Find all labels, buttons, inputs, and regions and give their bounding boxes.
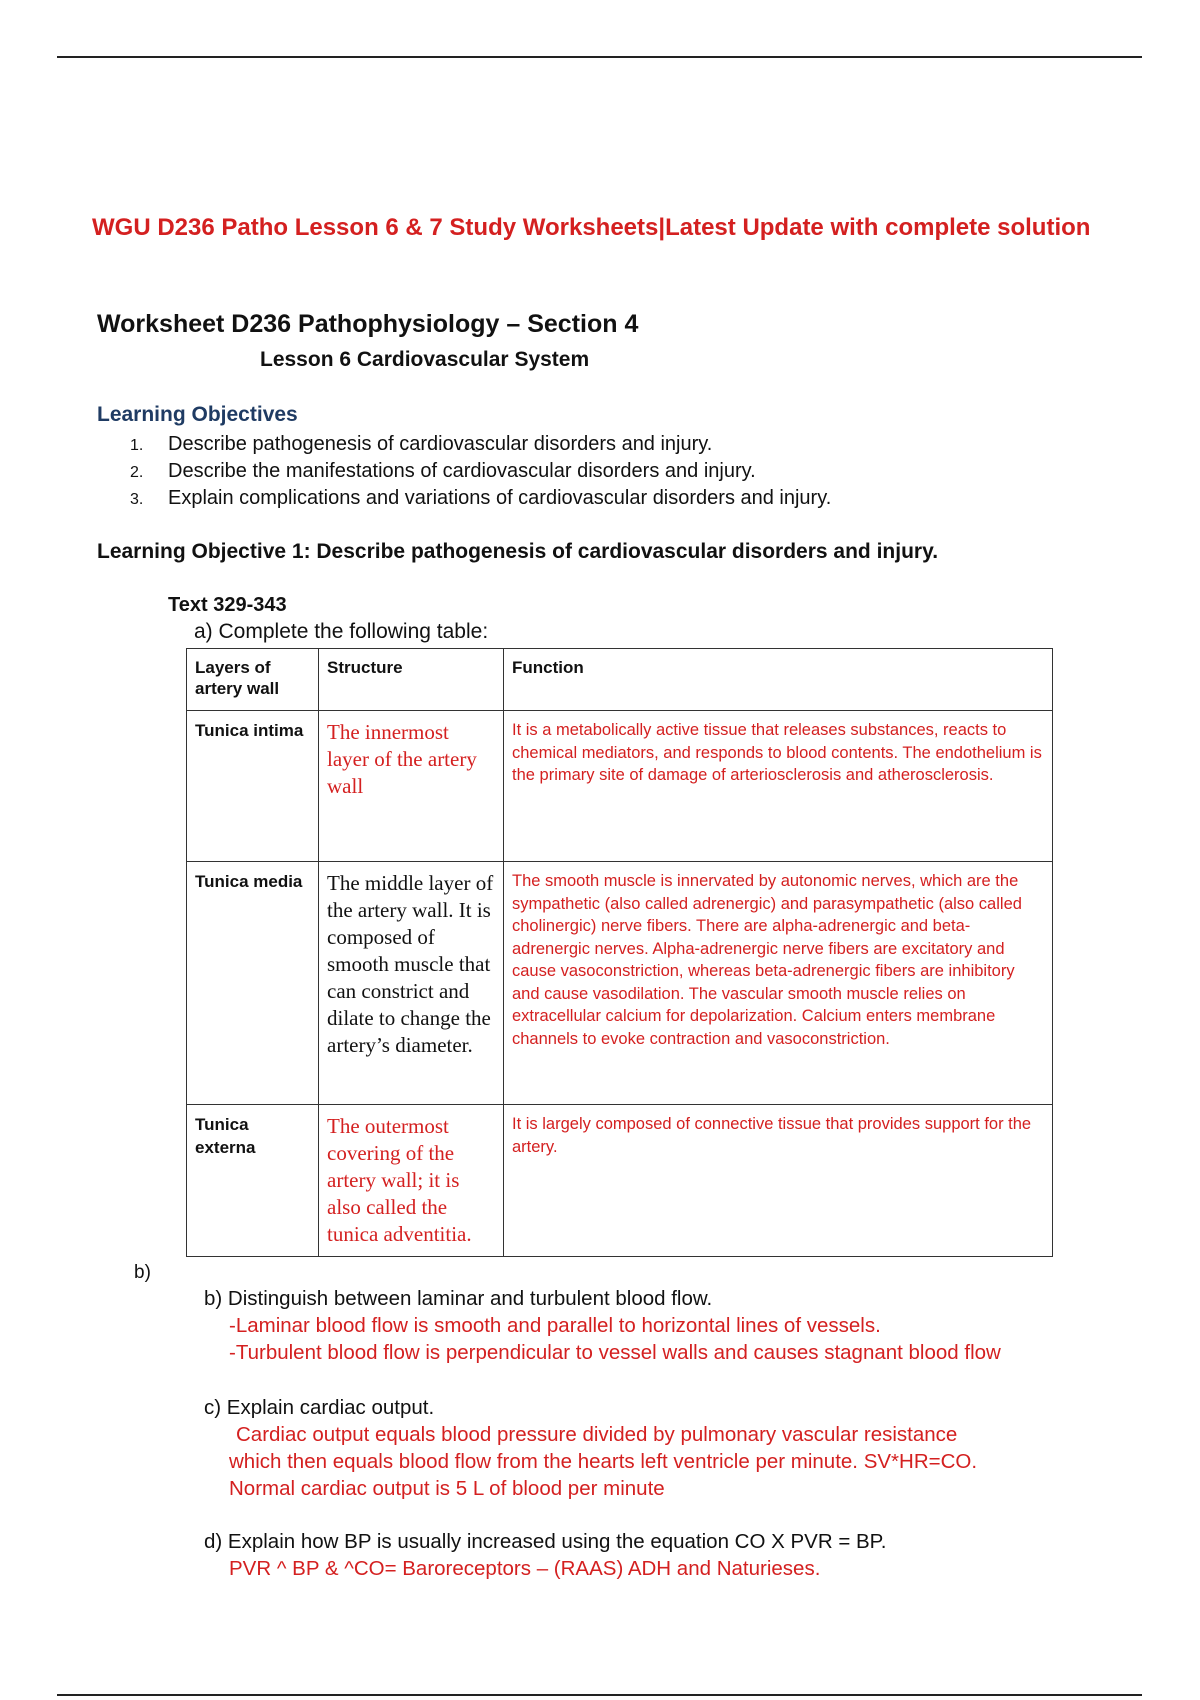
answer-d-line: PVR ^ BP & ^CO= Baroreceptors – (RAAS) ADH and Naturieses. — [229, 1557, 821, 1580]
structure-cell: The middle layer of the artery wall. It is composed of smooth muscle that can constrict and dilate to change the artery’s diameter. — [319, 862, 504, 1105]
objective-text: Describe the manifestations of cardiovascular disorders and injury. — [168, 460, 756, 482]
function-cell: The smooth muscle is innervated by autonomic nerves, which are the sympathetic (also called adrenergic) and parasympathetic (also called cholinergic) nerve fibers. There are alpha-adrenergic and beta-adrenergic nerves. Alpha-adrenergic nerve fibers are excitatory and cause vasoconstriction, whereas beta-adrenergic fibers are inhibitory and cause vasodilation. The vascular smooth muscle relies on extracellular calcium for depolarization. Calcium enters membrane channels to evoke contraction and vasoconstriction. — [504, 862, 1053, 1105]
header-layers: Layers of artery wall — [187, 649, 319, 711]
objective-item — [130, 458, 831, 485]
worksheet-title: Worksheet D236 Pathophysiology – Section 4 — [97, 310, 639, 338]
table-header-row — [187, 649, 1053, 711]
answer-b-line: -Laminar blood flow is smooth and parallel to horizontal lines of vessels. — [229, 1314, 881, 1337]
objective-1-heading: Learning Objective 1: Describe pathogenesis of cardiovascular disorders and injury. — [97, 540, 939, 563]
question-d: d) Explain how BP is usually increased using the equation CO X PVR = BP. — [204, 1530, 887, 1553]
objective-item — [130, 485, 831, 512]
structure-cell: The innermost layer of the artery wall — [319, 711, 504, 862]
function-cell: It is largely composed of connective tissue that provides support for the artery. — [504, 1105, 1053, 1257]
header-function: Function — [504, 649, 1053, 711]
objective-number: 3. — [130, 491, 144, 508]
b-marker: b) — [134, 1262, 151, 1283]
answer-c-line: Normal cardiac output is 5 L of blood per minute — [229, 1477, 665, 1500]
question-b: b) Distinguish between laminar and turbulent blood flow. — [204, 1287, 713, 1310]
artery-wall-table — [186, 648, 1053, 1257]
top-rule — [57, 56, 1142, 58]
answer-b-line: -Turbulent blood flow is perpendicular to vessel walls and causes stagnant blood flow — [229, 1341, 1001, 1364]
text-reference: Text 329-343 — [168, 594, 287, 616]
objective-text: Explain complications and variations of cardiovascular disorders and injury. — [168, 487, 832, 509]
table-instruction: a) Complete the following table: — [194, 620, 489, 643]
layer-cell: Tunica intima — [187, 711, 319, 862]
answer-c-line: which then equals blood flow from the hearts left ventricle per minute. SV*HR=CO. — [229, 1450, 978, 1473]
function-cell: It is a metabolically active tissue that releases substances, reacts to chemical mediators, and responds to blood contents. The endothelium is the primary site of damage of arteriosclerosis and atherosclerosis. — [504, 711, 1053, 862]
layer-cell: Tunica externa — [187, 1105, 319, 1257]
bottom-rule — [57, 1694, 1142, 1696]
layer-cell: Tunica media — [187, 862, 319, 1105]
objective-text: Describe pathogenesis of cardiovascular disorders and injury. — [168, 433, 713, 455]
structure-cell: The outermost covering of the artery wall; it is also called the tunica adventitia. — [319, 1105, 504, 1257]
objective-number: 1. — [130, 437, 144, 454]
objective-number: 2. — [130, 464, 144, 481]
objective-item — [130, 431, 831, 458]
question-c: c) Explain cardiac output. — [204, 1396, 435, 1419]
learning-objectives-list — [130, 431, 831, 512]
learning-objectives-heading: Learning Objectives — [97, 403, 298, 426]
table-row — [187, 1105, 1053, 1257]
lesson-title: Lesson 6 Cardiovascular System — [260, 348, 590, 371]
header-structure: Structure — [319, 649, 504, 711]
document-title: WGU D236 Patho Lesson 6 & 7 Study Worksheets|Latest Update with complete solution — [92, 214, 1091, 241]
table-row — [187, 862, 1053, 1105]
answer-c-line: Cardiac output equals blood pressure divided by pulmonary vascular resistance — [236, 1423, 958, 1446]
table-row — [187, 711, 1053, 862]
